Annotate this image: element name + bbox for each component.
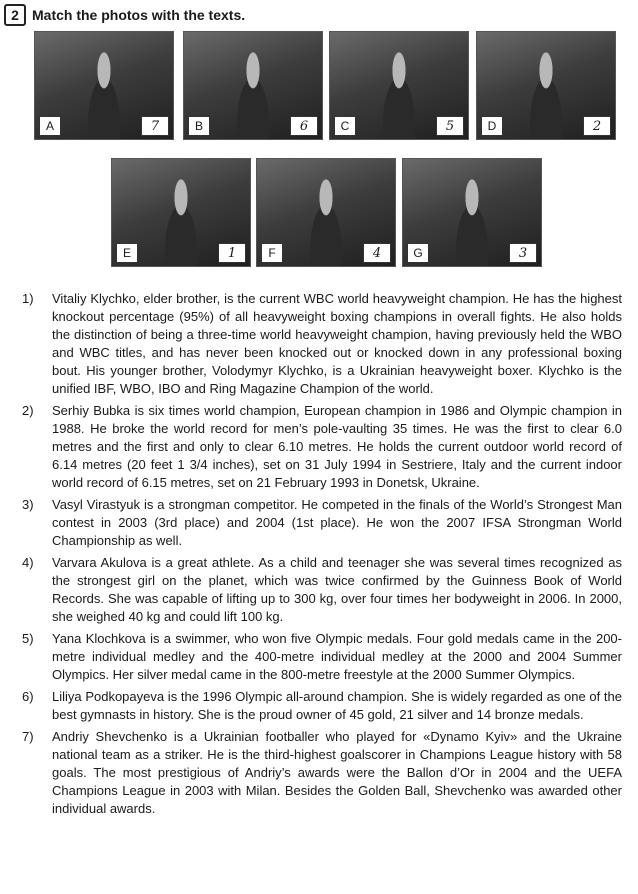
photo-b-image xyxy=(228,51,278,139)
photo-c xyxy=(329,31,469,140)
photo-f xyxy=(256,158,396,267)
photo-b-letter: B xyxy=(188,116,210,136)
photo-b xyxy=(183,31,323,140)
item-text: Serhiy Bubka is six times world champion, European champion in 1986 and Olympic champion in 1988. He broke the world record for men’s pole-vaulting 35 times. He was the first to clear 6.0 metres and the first and only to clear 6.10 metres. He holds the current outdoor world record of 6.14 metres (20 feet 1 3/4 inches), set on 31 July 1994 in Sestriere, Italy and the current indoor world record of 6.15 metres, set on 21 February 1993 in Donetsk, Ukraine. xyxy=(52,403,622,490)
item-text: Andriy Shevchenko is a Ukrainian footballer who played for «Dynamo Kyiv» and the Ukraine national team as a striker. He is the third-highest goalscorer in Champions League history with 58 goals. The most prestigious of Andriy’s awards were the Ballon d’Or in 2004 and the UEFA Champions League in 2003 with Milan. Besides the Golden Ball, Shevchenko was awarded other individual awards. xyxy=(52,729,622,816)
item-number: 2) xyxy=(22,403,34,418)
photo-a-answer: 7 xyxy=(141,116,169,136)
photo-c-answer: 5 xyxy=(436,116,464,136)
photo-d-answer: 2 xyxy=(583,116,611,136)
photo-g-letter: G xyxy=(407,243,429,263)
photo-e-image xyxy=(156,178,206,266)
photo-f-image xyxy=(301,178,351,266)
item-number: 6) xyxy=(22,689,34,704)
item-text: Liliya Podkopayeva is the 1996 Olympic all-around champion. She is widely regarded as one of the best gymnasts in history. She is the proud owner of 45 gold, 21 silver and 14 bronze medals. xyxy=(52,689,622,722)
list-item xyxy=(22,290,622,398)
text-list xyxy=(22,290,622,822)
item-number: 5) xyxy=(22,631,34,646)
photo-c-image xyxy=(374,51,424,139)
photo-e-answer: 1 xyxy=(218,243,246,263)
item-number: 4) xyxy=(22,555,34,570)
photo-f-answer: 4 xyxy=(363,243,391,263)
photo-g-answer: 3 xyxy=(509,243,537,263)
photo-b-answer: 6 xyxy=(290,116,318,136)
item-number: 7) xyxy=(22,729,34,744)
list-item xyxy=(22,630,622,684)
photo-g xyxy=(402,158,542,267)
photo-a-image xyxy=(79,51,129,139)
photo-g-image xyxy=(447,178,497,266)
task-header xyxy=(4,4,245,26)
photo-d-letter: D xyxy=(481,116,503,136)
item-text: Yana Klochkova is a swimmer, who won five Olympic medals. Four gold medals came in the 200-metre individual medley and the 400-metre individual medley at the 2000 and 2004 Summer Olympics. Her silver medal came in the 800-metre freestyle at the 2000 Summer Olympics. xyxy=(52,631,622,682)
photo-a xyxy=(34,31,174,140)
photo-f-letter: F xyxy=(261,243,283,263)
task-title: Match the photos with the texts. xyxy=(32,7,246,23)
item-text: Vitaliy Klychko, elder brother, is the current WBC world heavyweight champion. He has the highest knockout percentage (95%) of all heavyweight boxing champions in overall fights. He also holds the distinction of being a three-time world heavyweight champion, having previously held the WBO and WBC titles, and has never been knocked out or knocked down in any professional boxing bout. His younger brother, Volodymyr Klychko, is a Ukrainian heavyweight boxer. Klychko is the unified IBF, WBO, IBO and Ring Magazine Champion of the world. xyxy=(52,291,622,396)
list-item xyxy=(22,402,622,492)
photo-a-letter: A xyxy=(39,116,61,136)
item-number: 3) xyxy=(22,497,34,512)
list-item xyxy=(22,496,622,550)
photo-e xyxy=(111,158,251,267)
photo-c-letter: C xyxy=(334,116,356,136)
list-item xyxy=(22,554,622,626)
photo-d xyxy=(476,31,616,140)
task-number: 2 xyxy=(4,4,26,26)
photo-d-image xyxy=(521,51,571,139)
photo-e-letter: E xyxy=(116,243,138,263)
item-text: Vasyl Virastyuk is a strongman competitor. He competed in the finals of the World’s Strongest Man contest in 2003 (3rd place) and 2004 (1st place). He won the 2007 IFSA Strongman World Championship as well. xyxy=(52,497,622,548)
item-text: Varvara Akulova is a great athlete. As a child and teenager she was several times recognized as the strongest girl on the planet, which was twice confirmed by the Guinness Book of World Records. She was capable of lifting up to 300 kg, over four times her bodyweight in 2006. In 2000, she weighed 40 kg and could lift 100 kg. xyxy=(52,555,622,624)
list-item xyxy=(22,728,622,818)
item-number: 1) xyxy=(22,291,34,306)
list-item xyxy=(22,688,622,724)
